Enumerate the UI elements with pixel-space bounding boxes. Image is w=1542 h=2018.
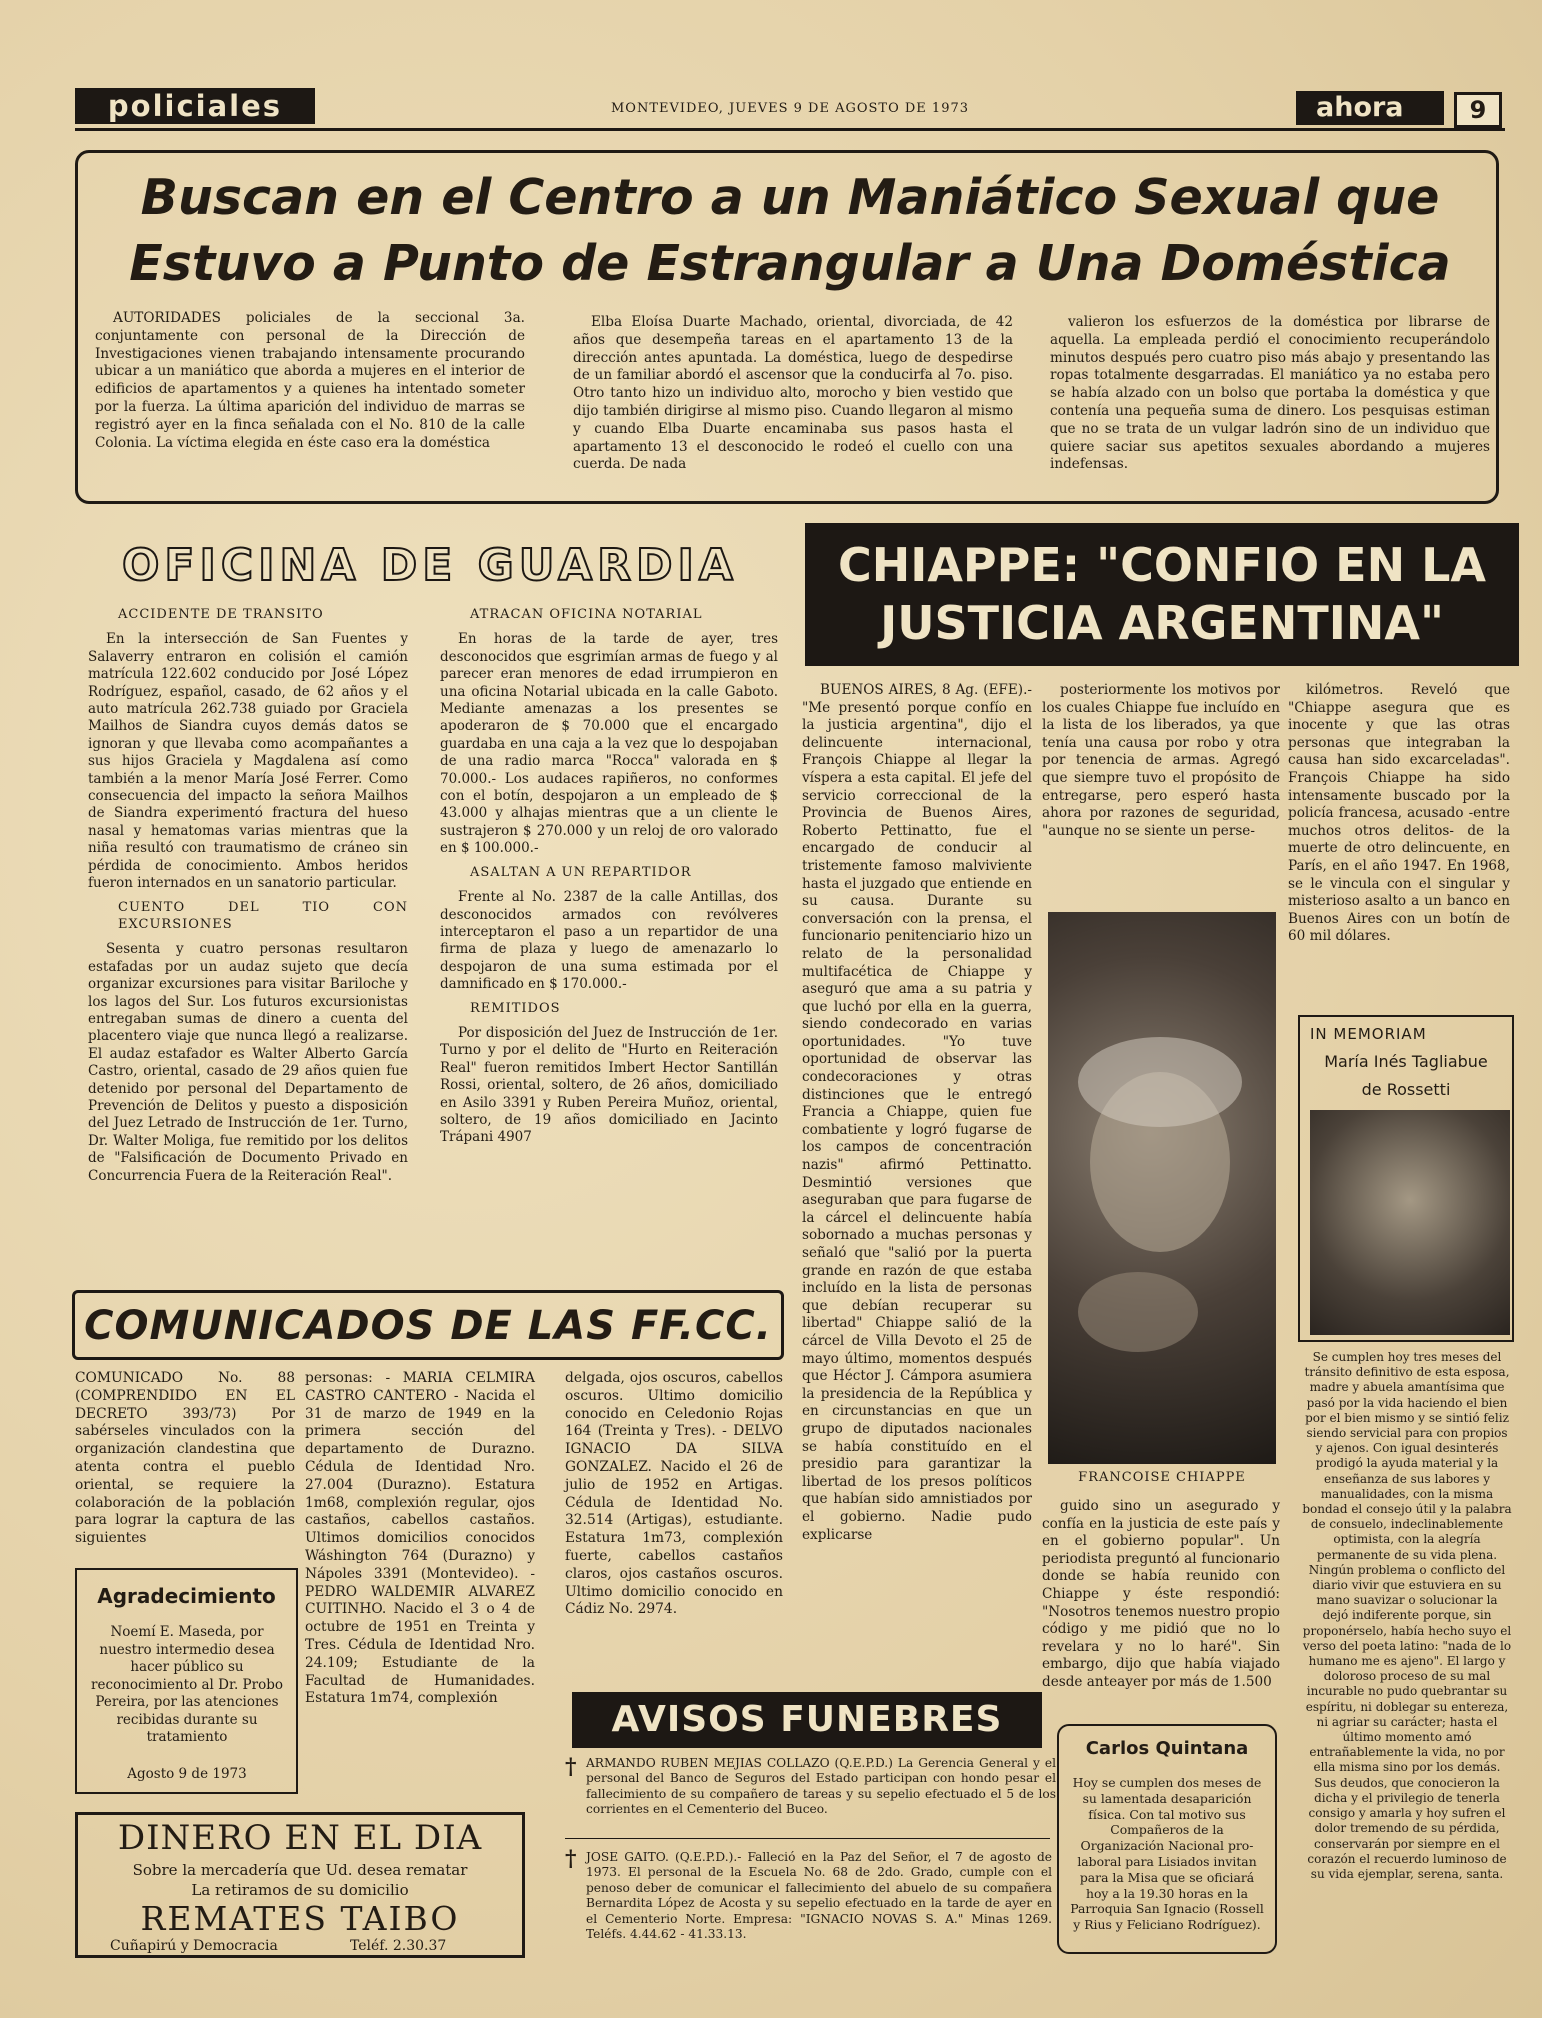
- quintana-text: Hoy se cumplen dos meses de su lamentada desaparición física. Con tal motivo sus Compañeros de la Organización Nacional pro-laboral para Lisiados invitan para la Misa que se oficiará hoy a la 19.30 horas en la Parroquia San Ignacio (Rossell y Rius y Feliciano Rodríguez).: [1070, 1775, 1264, 1933]
- brand-logo: [1296, 91, 1444, 125]
- funebres-title-box: [572, 1692, 1042, 1748]
- memoriam-name-1: María Inés Tagliabue: [1324, 1052, 1488, 1071]
- chiappe-headline-1: CHIAPPE: "CONFIO EN LA: [837, 538, 1487, 592]
- page-number: 9: [1454, 92, 1502, 128]
- guardia-title: OFICINA DE GUARDIA: [122, 540, 738, 591]
- remates-address: Cuñapirú y Democracia: [110, 1938, 278, 1954]
- guardia-text-accidente: En la intersección de San Fuentes y Salaverry entraron en colisión el camión matrícula 122.602 conducido por José López Rodríguez, español, casado, de 62 años y el auto matrícula 262.738 guiado por Graciela Mailhos de Siandra cuyos demás datos se ignoran y que llevaba como acompañantes a sus hijos Graciela y Magdalena así como también a la menor María José Ferrer. Como consecuencia del impacto la señora Mailhos de Siandra experimentó fractura del hueso nasal y hematomas varias mientras que la niña resultó con traumatismo de cráneo sin pérdida de conocimiento. Ambos heridos fueron internados en un sanatorio particular.: [88, 631, 408, 892]
- agradecimiento-text: Noemí E. Maseda, por nuestro intermedio desea hacer público su reconocimiento al Dr. Probo Pereira, por las atenciones recibidas durante su tratamiento: [91, 1624, 283, 1745]
- guardia-heading-remitidos: REMITIDOS: [470, 1000, 561, 1016]
- chiappe-column-1: [802, 682, 1032, 1548]
- agradecimiento-date: Agosto 9 de 1973: [127, 1766, 247, 1782]
- guardia-text-repartidor: Frente al No. 2387 de la calle Antillas, dos desconocidos armados con revólveres interceptaron el paso a un repartidor de una firma de plaza y luego de amenazarlo lo despojaron de una suma estimada por el damnificado en $ 170.000.-: [440, 889, 778, 993]
- comunicados-title: COMUNICADOS DE LAS FF.CC.: [84, 1303, 772, 1349]
- guardia-heading-notarial: ATRACAN OFICINA NOTARIAL: [470, 607, 703, 622]
- guardia-column-1: [88, 600, 408, 1189]
- chiappe-text-2b: guido sino un asegurado y confía en la justicia de este país y en el gobierno popular". Un periodista preguntó al funcionario donde se había reunido con Chiappe y éste respondió: "Nosotros tenemos nuestro propio código y me pidió que no lo revelara y no lo haré". Sin embargo, dijo que había viajado desde anteayer por más de 1.500: [1042, 1498, 1280, 1690]
- guardia-column-2: [440, 600, 778, 1151]
- guardia-text-cuento: Sesenta y cuatro personas resultaron estafadas por un audaz sujeto que decía organizar excursiones para visitar Bariloche y los lagos del Sur. Los futuros excursionistas entregaban sumas de dinero a cuenta del placentero viaje que nunca llegó a realizarse. El audaz estafador es Walter Alberto García Castro, oriental, casado de 29 años quien fue detenido por personal del Departamento de Prevención de Delitos y puesto a disposición del Juez Letrado de Instrucción de 1er. Turno, Dr. Walter Moliga, fue remitido por los delitos de "Falsificación de Documento Privado en Concurrencia Fuera de la Reiteración Real".: [88, 941, 408, 1184]
- agradecimiento-title: Agradecimiento: [97, 1584, 276, 1608]
- guardia-heading-repartidor: ASALTAN A UN REPARTIDOR: [470, 864, 692, 880]
- chiappe-headline-box: [805, 523, 1519, 666]
- funebres-rule: [565, 1838, 1050, 1839]
- comunicados-column-2: [305, 1370, 535, 1712]
- memoriam-name-2: de Rossetti: [1361, 1080, 1451, 1099]
- lead-column-1: [95, 310, 525, 456]
- section-label: policiales: [75, 88, 315, 124]
- memoriam-photo: [1310, 1110, 1510, 1335]
- guardia-text-notarial: En horas de la tarde de ayer, tres desconocidos que esgrimían armas de fuego y al parecer eran menores de edad irrumpieron en una oficina Notarial ubicada en la calle Gaboto. Mediante amenazas a los presentes se apoderaron de $ 70.000 que el encargado guardaba en una caja a la vez que lo despojaban de una radio marca "Rocca" valorada en $ 70.000.- Los audaces rapiñeros, no conformes con el botín, despojaron a un empleado de $ 43.000 y alhajas mientras que a un cliente le sustrajeron $ 270.000 y un reloj de oro valorado en $ 100.000.-: [440, 631, 778, 857]
- funebres-title: AVISOS FUNEBRES: [611, 1699, 1003, 1740]
- remates-phone: Teléf. 2.30.37: [350, 1938, 447, 1954]
- cross-icon-2: †: [565, 1846, 577, 1872]
- brand-name: ahora: [1316, 92, 1404, 123]
- chiappe-text-1: BUENOS AIRES, 8 Ag. (EFE).- "Me presentó porque confío en la justicia argentina", dijo el delincuente internacional, François Chiappe al llegar la víspera a esta capital. El jefe del servicio correccional de la Provincia de Buenos Aires, Roberto Pettinatto, fue el encargado de conducir al tristemente famoso malviviente hasta el juzgado que entiende en su causa. Durante su conversación con la prensa, el funcionario penitenciario hizo un relato de la personalidad multifacética de Chiappe y aseguró que ama a su patria y que luchó por ella en la guerra, siendo condecorado en varias oportunidades. "Yo tuve oportunidad de observar las condecoraciones y otras distinciones que le entregó Francia a Chiappe, quien fue combatiente y logró fugarse de los campos de concentración nazis" afirmó Pettinatto. Desmintió versiones que aseguraban que para fugarse de la cárcel el delincuente había sobornado a muchas personas y señaló que "salió por la puerta grande en razón de que estaba incluído en la lista de personas que debían recuperar su libertad" Chiappe salió de la cárcel de Villa Devoto el 25 de mayo último, momentos después que Héctor J. Cámpora asumiera la presidencia de la República y en circunstancias en que un grupo de diputados nacionales se había constituído en el presidio para garantizar la libertad de los presos políticos que habían sido amnistiados por el gobierno. Nadie pudo explicarse: [802, 682, 1032, 1543]
- comunicados-text-2: personas: - MARIA CELMIRA CASTRO CANTERO - Nacida el 31 de marzo de 1949 en la primera sección del departamento de Durazno. Cédula de Identidad Nro. 27.004 (Durazno). Estatura 1m68, complexión regular, ojos castaños, cabellos castaños. Ultimos domicilios conocidos Wáshington 764 (Durazno) y Nápoles 3391 (Montevideo). - PEDRO WALDEMIR ALVAREZ CUITINHO. Nacido el 3 o 4 de octubre de 1951 en Treinta y Tres. Cédula de Identidad Nro. 24.109; Estudiante de la Facultad de Humanidades. Estatura 1m74, complexión: [305, 1370, 535, 1707]
- chiappe-text-3: kilómetros. Reveló que "Chiappe asegura que es inocente y que las otras personas que integraban la causa han sido excarceladas". François Chiappe ha sido intensamente buscado por la policía francesa, acusado -entre muchos otros delitos- de la muerte de otro delincuente, en París, en el año 1947. En 1968, se le vincula con el singular y misterioso asalto a un banco en Buenos Aires con un botín de 60 mil dólares.: [1288, 682, 1510, 945]
- lead-headline-2: Estuvo a Punto de Estrangular a Una Doméstica: [129, 235, 1451, 292]
- dateline: MONTEVIDEO, JUEVES 9 DE AGOSTO DE 1973: [610, 101, 970, 116]
- comunicados-title-box: [72, 1290, 784, 1360]
- memoriam-body: Se cumplen hoy tres meses del tránsito definitivo de esta esposa, madre y abuela amantísima que pasó por la vida haciendo el bien por el bien mismo y se sintió feliz siendo servicial para con propios y ajenos. Con igual desinterés prodigó la ayuda material y la enseñanza de sus labores y manualidades, con la misma bondad el consejo útil y la palabra de consuelo, indeclinablemente optimista, con la alegría permanente de su vida plena. Ningún problema o conflicto del diario vivir que estuviera en su mano suavizar o solucionar la dejó indiferente porque, sin proponérselo, había hecho suyo el verso del poeta latino: "nada de lo humano me es ajeno". El largo y doloroso proceso de su mal incurable no pudo quebrantar su espíritu, ni doblegar su entereza, ni agriar su carácter; hasta el último momento amó entrañablemente la vida, no por ella misma sino por los demás. Sus deudos, que conocieron la dicha y el privilegio de tenerla consigo y amarla y hoy sufren el dolor tremendo de su pérdida, conservarán por siempre en el corazón el recuerdo luminoso de su vida ejemplar, serena, santa.: [1302, 1350, 1512, 1881]
- lead-text-3: valieron los esfuerzos de la doméstica por librarse de aquella. La empleada perdió el conocimiento recuperándolo minutos después pero cuatro piso más abajo y presentando las ropas totalmente desgarradas. El maniático ya no estaba pero se había alzado con un bolso que portaba la doméstica y que contenía una pequeña suma de dinero. Los pesquisas estiman que no se trata de un vulgar ladrón sino de un individuo que quiere saciar sus apetitos sexuales abordando a mujeres indefensas.: [1050, 314, 1490, 473]
- guardia-text-remitidos: Por disposición del Juez de Instrucción de 1er. Turno y por el delito de "Hurto en Reiteración Real" fueron remitidos Imbert Hector Santillán Rossi, oriental, soltero, de 26 años, domiciliado en Asilo 3391 y Ruben Pereira Muñoz, oriental, soltero, de 19 años domiciliado en Jacinto Trápani 4907: [440, 1024, 778, 1146]
- comunicados-text-1: COMUNICADO No. 88 (COMPRENDIDO EN EL DECRETO 393/73) Por sabérseles vinculados con la organización clandestina que atenta contra el pueblo oriental, se requiere la colaboración de la población para lograr la captura de las siguientes: [75, 1370, 295, 1547]
- remates-line-1: Sobre la mercadería que Ud. desea rematar: [132, 1861, 468, 1879]
- chiappe-column-3: [1288, 682, 1510, 950]
- chiappe-photo: [1048, 912, 1276, 1464]
- comunicados-column-3: [565, 1370, 783, 1623]
- guardia-heading-cuento: CUENTO DEL TIO CON EXCURSIONES: [118, 899, 408, 932]
- lead-headline-1: Buscan en el Centro a un Maniático Sexual que: [140, 169, 1440, 226]
- memoriam-heading: IN MEMORIAM: [1310, 1025, 1427, 1043]
- comunicados-text-3: delgada, ojos oscuros, cabellos oscuros. Ultimo domicilio conocido en Celedonio Rojas 164 (Treinta y Tres). - DELVO IGNACIO DA SILVA GONZALEZ. Nacido el 26 de julio de 1952 en Artigas. Cédula de Identidad No. 32.514 (Artigas), estudiante. Estatura 1m73, complexión fuerte, cabellos castaños claros, ojos castaños oscuros. Ultimo domicilio conocido en Cádiz No. 2974.: [565, 1370, 783, 1618]
- quintana-title: Carlos Quintana: [1085, 1738, 1249, 1759]
- chiappe-text-2a: posteriormente los motivos por los cuales Chiappe fue incluído en la lista de los liberados, ya que tenía una causa por robo y otra por tenencia de armas. Agregó que siempre tuvo el propósito de entregarse, pero esperó hasta ahora por razones de seguridad, "aunque no se siente un perse-: [1042, 682, 1280, 839]
- lead-column-2: [573, 314, 1013, 478]
- remates-line-2: La retiramos de su domicilio: [191, 1881, 409, 1899]
- funebres-aviso-1: ARMANDO RUBEN MEJIAS COLLAZO (Q.E.P.D.) La Gerencia General y el personal del Banco de Seguros del Estado participan con hondo pesar el fallecimiento de su compañero de tareas y su sepelio efectuado el 5 de los corrientes en el Cementerio del Buceo.: [586, 1756, 1056, 1817]
- remates-title: DINERO EN EL DIA: [117, 1818, 483, 1858]
- memoriam-text: [1302, 1350, 1512, 1886]
- chiappe-photo-caption: FRANCOISE CHIAPPE: [1078, 1470, 1246, 1485]
- remates-name: REMATES TAIBO: [140, 1899, 460, 1938]
- cross-icon: †: [565, 1754, 577, 1780]
- chiappe-headline-2: JUSTICIA ARGENTINA": [880, 596, 1444, 650]
- comunicados-column-1: [75, 1370, 295, 1552]
- lead-text-2: Elba Eloísa Duarte Machado, oriental, divorciada, de 42 años que desempeña tareas en el apartamento 13 de la dirección antes apuntada. La doméstica, luego de despedirse de un familiar abordó el ascensor que la conducirfa al 7o. piso. Otro tanto hizo un individuo alto, morocho y bien vestido que dijo también dirigirse al mismo piso. Cuando llegaron al mismo y cuando Elba Duarte encaminaba sus pasos hasta el apartamento 13 el desconocido le rodeó el cuello con una cuerda. De nada: [573, 314, 1013, 473]
- chiappe-column-2b: [1042, 1498, 1280, 1696]
- lead-text-1: AUTORIDADES policiales de la seccional 3a. conjuntamente con personal de la Dirección de Investigaciones vienen trabajando intensamente procurando ubicar a un maniático que aborda a mujeres en el interior de edificios de apartamentos y a quienes ha intentado someter por la fuerza. La última aparición del individuo de marras se registró ayer en la finca señalada con el No. 810 de la calle Colonia. La víctima elegida en éste caso era la doméstica: [95, 310, 525, 451]
- guardia-heading-accidente: ACCIDENTE DE TRANSITO: [118, 607, 324, 622]
- portrait-icon: [1048, 912, 1276, 1464]
- lead-column-3: [1050, 314, 1490, 478]
- funebres-aviso-2: JOSE GAITO. (Q.E.P.D.).- Falleció en la Paz del Señor, el 7 de agosto de 1973. El personal de la Escuela No. 68 de 2do. Grado, cumple con el penoso deber de comunicar el fallecimiento del abuelo de su compañera Bernardita López de Acosta y su sepelio efectuado en la tarde de ayer en el Cementerio Norte. Empresa: "IGNACIO NOVAS S. A." Minas 1269. Teléfs. 4.44.62 - 41.33.13.: [586, 1850, 1052, 1942]
- chiappe-column-2a: [1042, 682, 1280, 844]
- header-rule: [75, 128, 1505, 131]
